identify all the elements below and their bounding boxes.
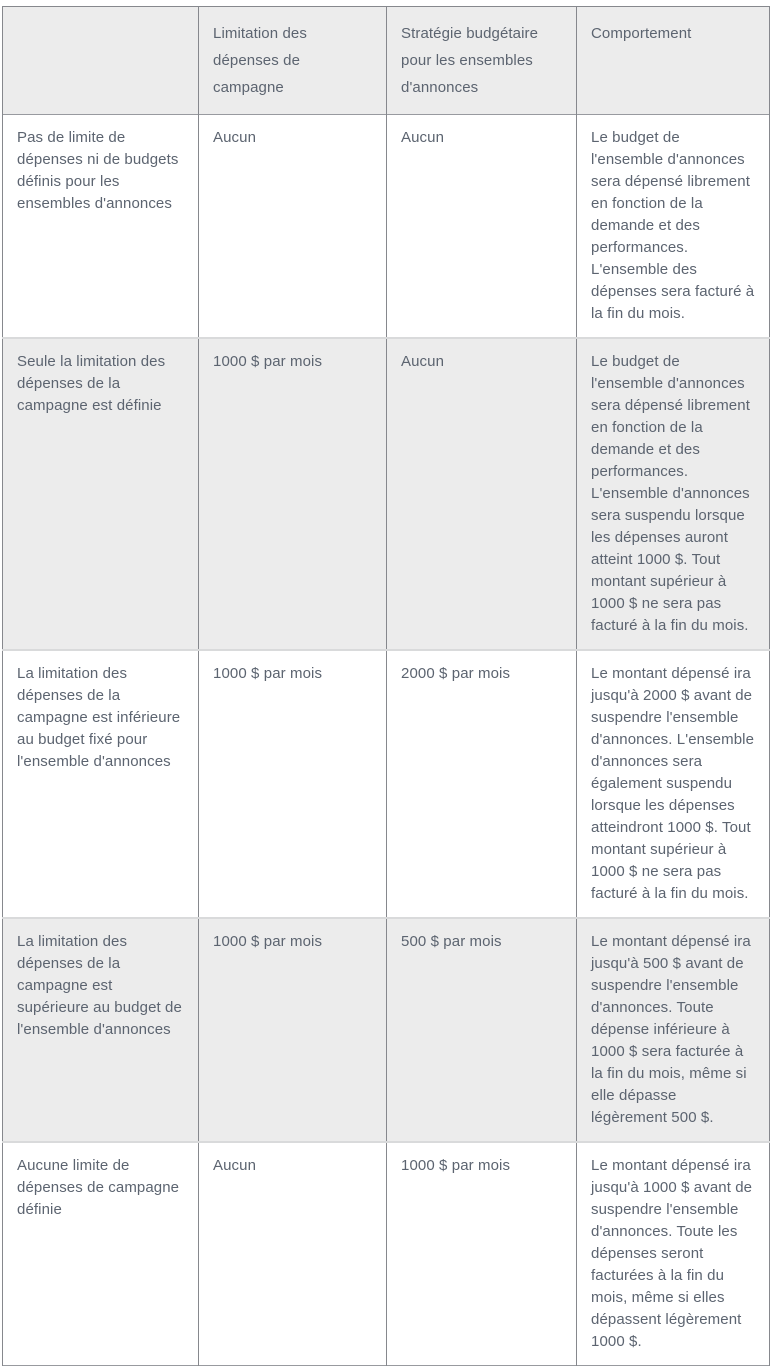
corner-header-cell [3, 7, 199, 115]
row-label-cell: Seule la limitation des dépenses de la campagne est définie [3, 338, 199, 650]
behavior-cell: Le montant dépensé ira jusqu'à 2000 $ avant de suspendre l'ensemble d'annonces. L'ensemble d'annonces sera également suspendu lorsque les dépenses atteindront 1000 $. Tout montant supérieur à 1000 $ ne sera pas facturé à la fin du mois. [577, 650, 770, 918]
table-row [3, 650, 770, 918]
table-row [3, 338, 770, 650]
table-row [3, 918, 770, 1142]
column-header-behavior: Comportement [577, 7, 770, 115]
campaign-limit-cell: 1000 $ par mois [199, 650, 387, 918]
row-label-cell: Aucune limite de dépenses de campagne définie [3, 1142, 199, 1366]
column-header-campaign-spending-limit: Limitation des dépenses de campagne [199, 7, 387, 115]
column-header-adset-budget-strategy: Stratégie budgétaire pour les ensembles d'annonces [387, 7, 577, 115]
table-row [3, 115, 770, 339]
behavior-cell: Le budget de l'ensemble d'annonces sera dépensé librement en fonction de la demande et des performances. L'ensemble d'annonces sera suspendu lorsque les dépenses auront atteint 1000 $. Tout montant supérieur à 1000 $ ne sera pas facturé à la fin du mois. [577, 338, 770, 650]
adset-budget-cell: Aucun [387, 115, 577, 339]
row-label-cell: La limitation des dépenses de la campagne est supérieure au budget de l'ensemble d'annonces [3, 918, 199, 1142]
adset-budget-cell: 1000 $ par mois [387, 1142, 577, 1366]
adset-budget-cell: Aucun [387, 338, 577, 650]
adset-budget-cell: 500 $ par mois [387, 918, 577, 1142]
behavior-cell: Le montant dépensé ira jusqu'à 500 $ avant de suspendre l'ensemble d'annonces. Toute dépense inférieure à 1000 $ sera facturée à la fin du mois, même si elle dépasse légèrement 500 $. [577, 918, 770, 1142]
budget-behavior-table [2, 6, 770, 1366]
campaign-limit-cell: Aucun [199, 115, 387, 339]
behavior-cell: Le budget de l'ensemble d'annonces sera dépensé librement en fonction de la demande et des performances. L'ensemble des dépenses sera facturé à la fin du mois. [577, 115, 770, 339]
row-label-cell: Pas de limite de dépenses ni de budgets définis pour les ensembles d'annonces [3, 115, 199, 339]
header-row [3, 7, 770, 115]
table-row [3, 1142, 770, 1366]
campaign-limit-cell: 1000 $ par mois [199, 918, 387, 1142]
behavior-cell: Le montant dépensé ira jusqu'à 1000 $ avant de suspendre l'ensemble d'annonces. Toute les dépenses seront facturées à la fin du mois, même si elles dépassent légèrement 1000 $. [577, 1142, 770, 1366]
campaign-limit-cell: 1000 $ par mois [199, 338, 387, 650]
adset-budget-cell: 2000 $ par mois [387, 650, 577, 918]
campaign-limit-cell: Aucun [199, 1142, 387, 1366]
row-label-cell: La limitation des dépenses de la campagne est inférieure au budget fixé pour l'ensemble d'annonces [3, 650, 199, 918]
